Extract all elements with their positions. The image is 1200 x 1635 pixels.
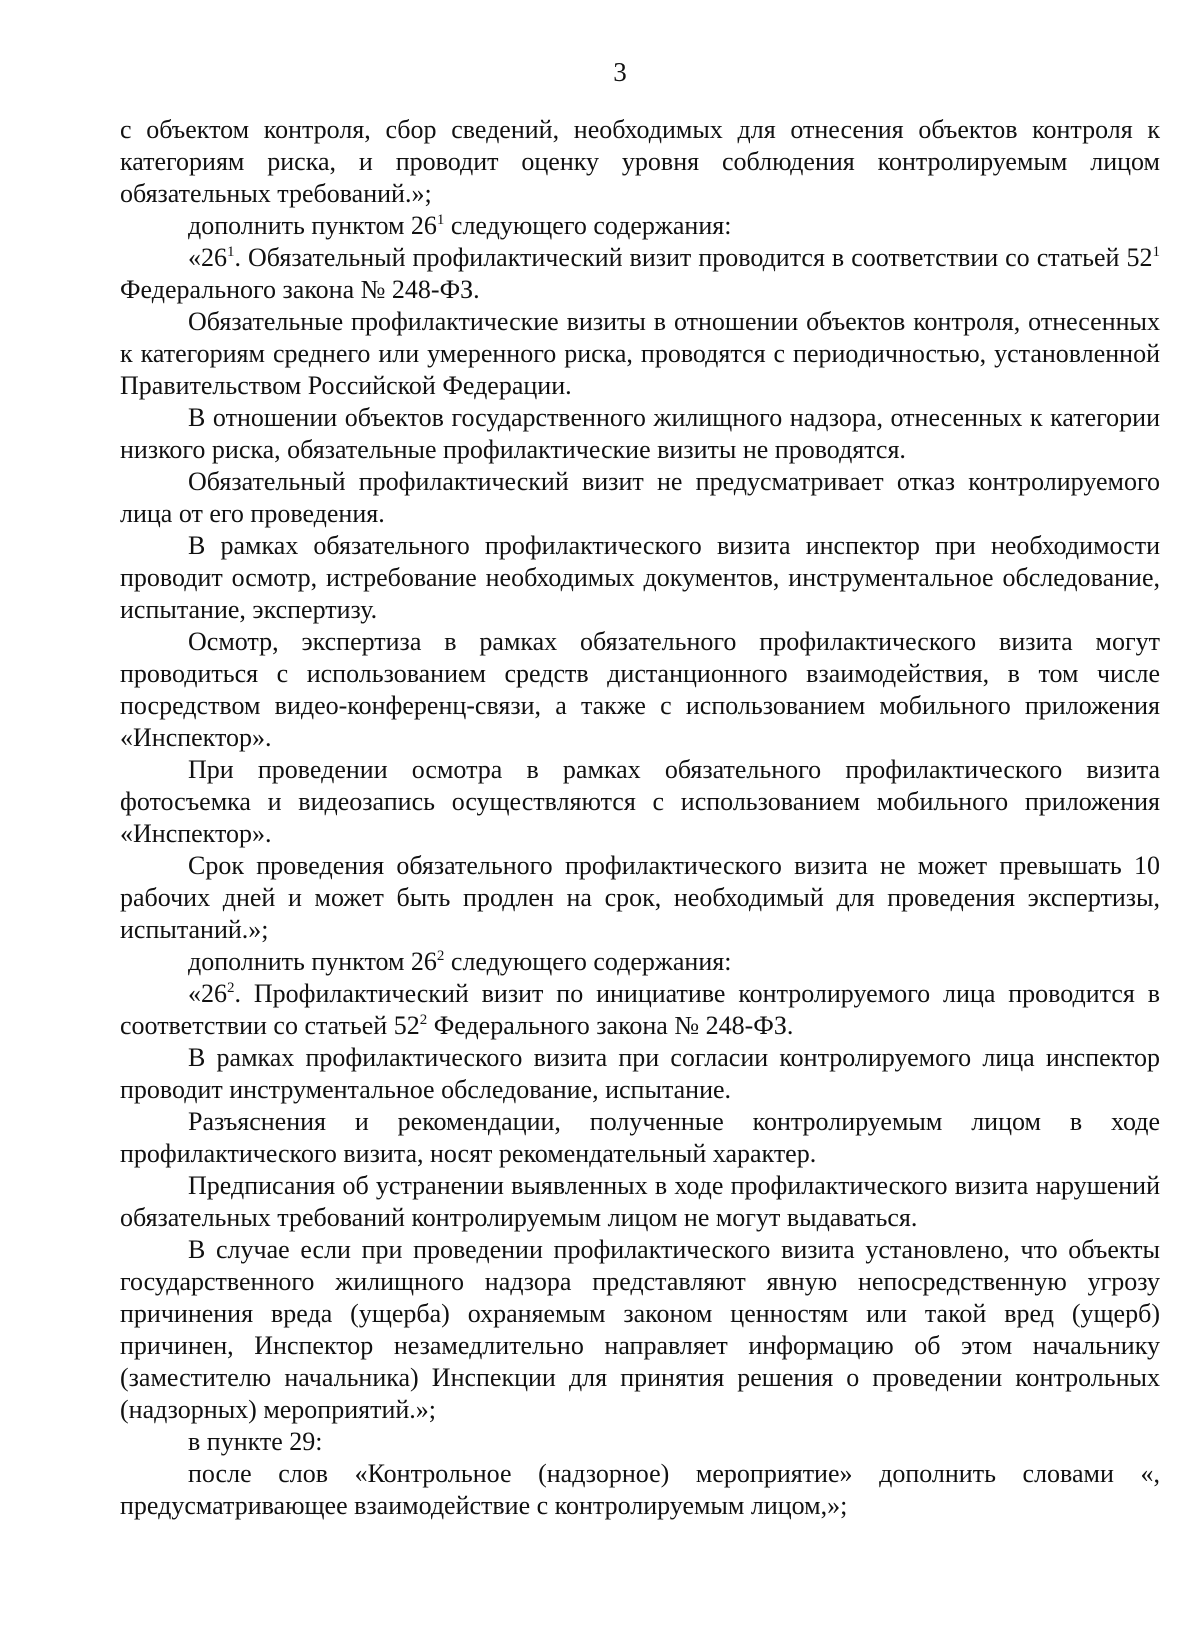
paragraph-text: В отношении объектов государственного жилищного надзора, отнесенных к категории низкого риска, обязательные профилактические визиты не проводятся. xyxy=(120,403,1160,464)
paragraph-text: При проведении осмотра в рамках обязательного профилактического визита фотосъемка и видеозапись осуществляются с использованием мобильного приложения «Инспектор». xyxy=(120,755,1160,848)
paragraph xyxy=(120,210,1160,242)
paragraph xyxy=(120,1234,1160,1426)
paragraph xyxy=(120,306,1160,402)
superscript: 1 xyxy=(227,244,235,260)
paragraph xyxy=(120,530,1160,626)
paragraph-text: В случае если при проведении профилактического визита установлено, что объекты государственного жилищного надзора представляют явную непосредственную угрозу причинения вреда (ущерба) охраняемым законом ценностям или такой вред (ущерб) причинен, Инспектор незамедлительно направляет информацию об этом начальнику (заместителю начальника) Инспекции для принятия решения о проведении контрольных (надзорных) мероприятий.»; xyxy=(120,1235,1160,1424)
superscript: 2 xyxy=(227,980,235,996)
paragraph xyxy=(120,1106,1160,1170)
paragraph-text: с объектом контроля, сбор сведений, необходимых для отнесения объектов контроля к категориям риска, и проводит оценку уровня соблюдения контролируемым лицом обязательных требований.»; xyxy=(120,115,1160,208)
superscript: 1 xyxy=(1152,244,1160,260)
paragraph-text: следующего содержания: xyxy=(444,947,732,976)
paragraph-text: «26 xyxy=(188,243,227,272)
paragraph xyxy=(120,1458,1160,1522)
paragraph-text: Обязательный профилактический визит не предусматривает отказ контролируемого лица от его проведения. xyxy=(120,467,1160,528)
superscript: 2 xyxy=(436,948,445,964)
paragraph xyxy=(120,242,1160,306)
paragraph xyxy=(120,402,1160,466)
paragraph-text: в пункте 29: xyxy=(188,1427,323,1456)
superscript: 2 xyxy=(419,1012,428,1028)
paragraph-text: дополнить пунктом 26 xyxy=(188,947,437,976)
paragraph-text: после слов «Контрольное (надзорное) мероприятие» дополнить словами «, предусматривающее взаимодействие с контролируемым лицом,»; xyxy=(120,1459,1160,1520)
paragraph-text: Предписания об устранении выявленных в ходе профилактического визита нарушений обязательных требований контролируемым лицом не могут выдаваться. xyxy=(120,1171,1160,1232)
superscript: 1 xyxy=(436,212,445,228)
paragraph xyxy=(120,850,1160,946)
paragraph-text: Обязательные профилактические визиты в отношении объектов контроля, отнесенных к категориям среднего или умеренного риска, проводятся с периодичностью, установленной Правительством Российской Федерации. xyxy=(120,307,1160,400)
paragraph xyxy=(120,626,1160,754)
paragraph-text: . Профилактический визит по инициативе контролируемого лица проводится в соответствии со статьей 52 xyxy=(120,979,1160,1040)
paragraph xyxy=(120,946,1160,978)
paragraph-text: «26 xyxy=(188,979,227,1008)
paragraph xyxy=(120,978,1160,1042)
paragraph xyxy=(120,754,1160,850)
paragraph xyxy=(120,1426,1160,1458)
paragraph-text: В рамках обязательного профилактического визита инспектор при необходимости проводит осмотр, истребование необходимых документов, инструментальное обследование, испытание, экспертизу. xyxy=(120,531,1160,624)
page-number: 3 xyxy=(613,57,627,87)
paragraph xyxy=(120,466,1160,530)
document-body xyxy=(120,114,1160,1522)
paragraph-text: Срок проведения обязательного профилактического визита не может превышать 10 рабочих дней и может быть продлен на срок, необходимый для проведения экспертизы, испытаний.»; xyxy=(120,851,1160,944)
paragraph-text: дополнить пунктом 26 xyxy=(188,211,437,240)
paragraph-text: Разъяснения и рекомендации, полученные контролируемым лицом в ходе профилактического визита, носят рекомендательный характер. xyxy=(120,1107,1160,1168)
paragraph-text: следующего содержания: xyxy=(444,211,732,240)
paragraph-text: Осмотр, экспертиза в рамках обязательного профилактического визита могут проводиться с использованием средств дистанционного взаимодействия, в том числе посредством видео-конференц-связи, а также с использованием мобильного приложения «Инспектор». xyxy=(120,627,1160,752)
paragraph xyxy=(120,1042,1160,1106)
paragraph xyxy=(120,1170,1160,1234)
paragraph-text: В рамках профилактического визита при согласии контролируемого лица инспектор проводит инструментальное обследование, испытание. xyxy=(120,1043,1160,1104)
paragraph-text: Федерального закона № 248-ФЗ. xyxy=(427,1011,794,1040)
paragraph-text: . Обязательный профилактический визит проводится в соответствии со статьей 52 xyxy=(234,243,1153,272)
paragraph xyxy=(120,114,1160,210)
paragraph-text: Федерального закона № 248-ФЗ. xyxy=(120,275,480,304)
